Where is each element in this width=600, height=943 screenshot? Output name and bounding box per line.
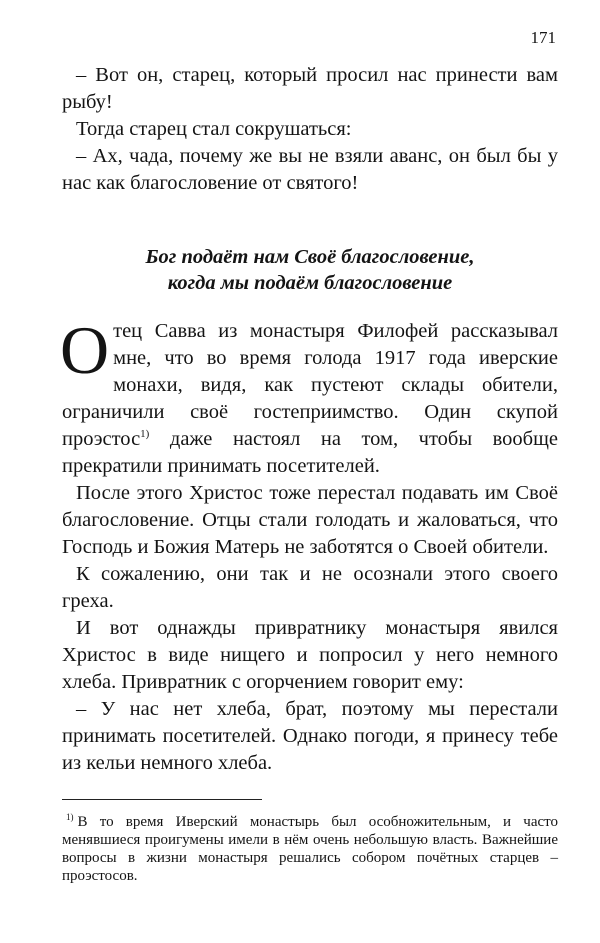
- paragraph: И вот однажды привратнику монастыря явился Христос в виде нищего и попросил у него немного хлеба. Привратник с огорчением говорит ему:: [62, 617, 558, 693]
- paragraph-text: даже настоял на том, чтобы вообще прекратили принимать посетителей.: [62, 428, 558, 477]
- paragraph: После этого Христос тоже перестал подавать им Своё благословение. Отцы стали голодать и жаловаться, что Господь и Божия Матерь не заботятся о Своей обители.: [62, 482, 558, 558]
- drop-cap: О: [60, 312, 110, 388]
- paragraph: Тогда старец стал сокрушаться:: [76, 118, 352, 140]
- top-text-block: [62, 62, 558, 197]
- first-paragraph: [60, 312, 558, 480]
- paragraph: – Вот он, старец, который просил нас принести вам рыбу!: [62, 64, 558, 113]
- paragraph: К сожалению, они так и не осознали этого своего греха.: [62, 563, 558, 612]
- paragraph: – Ах, чада, почему же вы не взяли аванс, он был бы у нас как благословение от святого!: [62, 145, 558, 194]
- main-text-block: [60, 312, 558, 777]
- heading-line-1: Бог подаёт нам Своё благословение,: [145, 246, 475, 268]
- footnote: [62, 808, 558, 885]
- paragraph-text: тец Савва из монастыря Филофей рассказывал мне, что во время голода 1917 года иверские монахи, видя, как пустеют склады обители, ограничили своё гостеприимство. Один скупой проэстос: [62, 320, 558, 450]
- footnote-divider: [62, 799, 262, 800]
- footnote-mark: 1): [66, 812, 74, 822]
- footnote-text: В то время Иверский монастырь был особножительным, и часто менявшиеся проигумены имели в нём очень небольшую власть. Важнейшие вопросы в жизни монастыря решались собором почётных старцев – проэстосов.: [62, 814, 558, 884]
- heading-line-2: когда мы подаём благословение: [167, 272, 453, 294]
- page-number: 171: [530, 28, 556, 47]
- footnote-reference: 1): [140, 428, 150, 441]
- paragraph: – У нас нет хлеба, брат, поэтому мы перестали принимать посетителей. Однако погоди, я принесу тебе из кельи немного хлеба.: [62, 698, 558, 774]
- section-heading: [62, 244, 558, 296]
